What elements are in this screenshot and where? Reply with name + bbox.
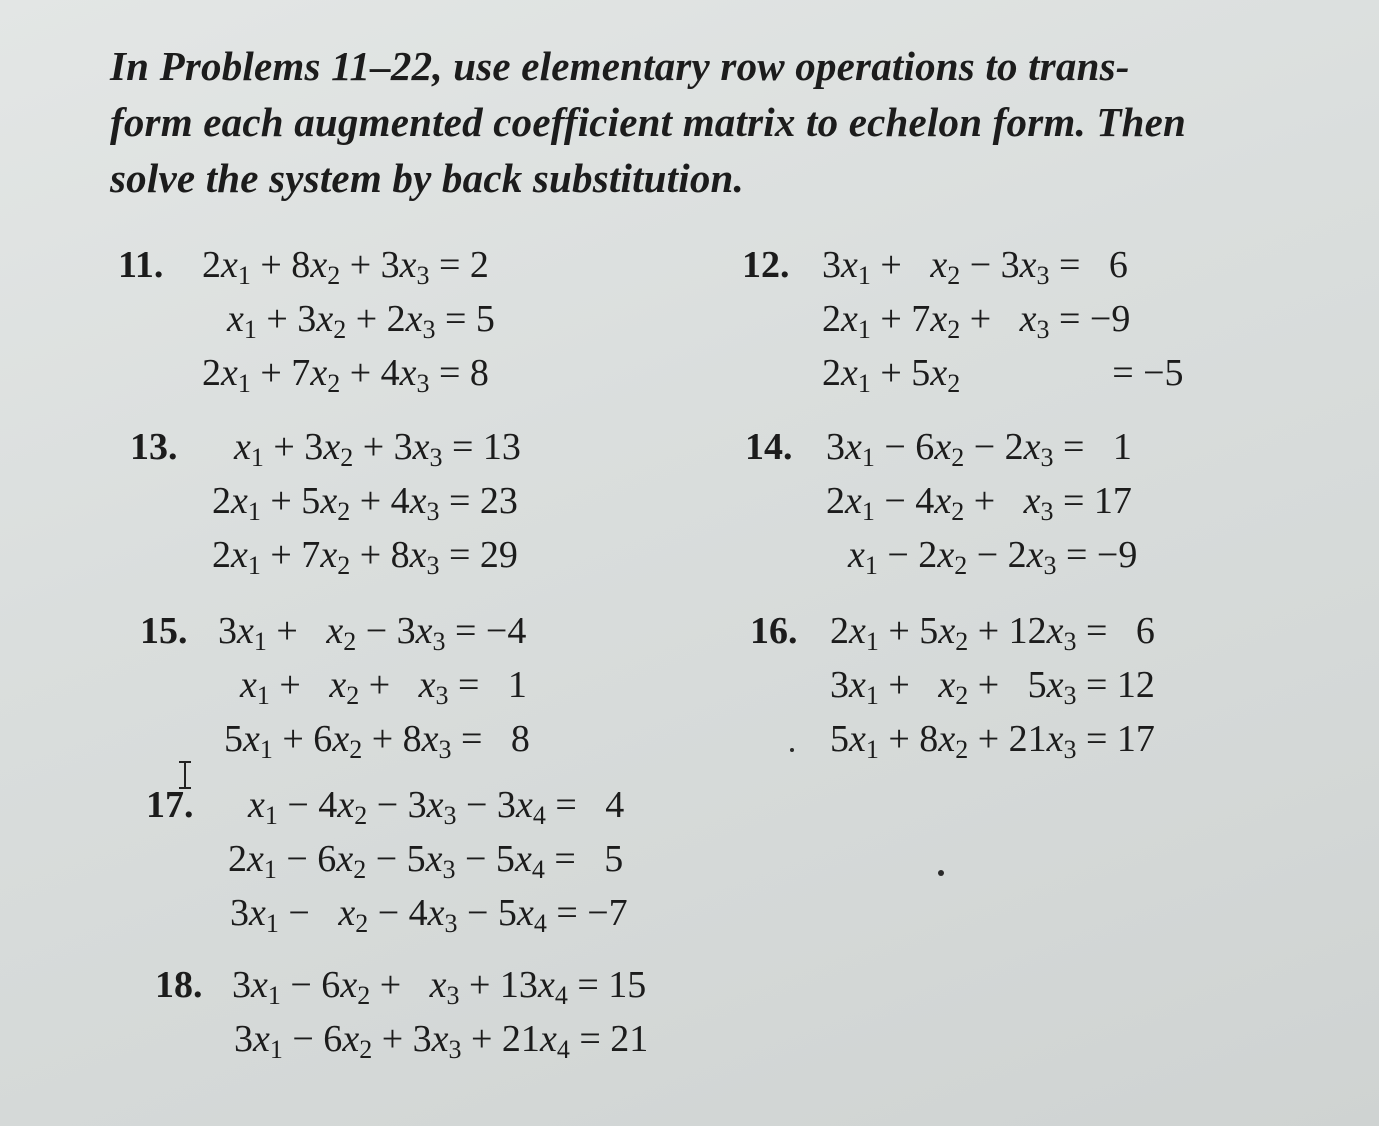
equation-line: $3x_1 + x_2 - 3x_3 = 6$ [822,244,1128,290]
equation-line: $2x_1 - 6x_2 - 5x_3 - 5x_4 = 5$ [228,838,624,884]
equation-line: $2x_1 + 7x_2 + 4x_3 = 8$ [202,352,489,398]
instructions-line-2: form each augmented coefficient matrix to echelon form. Then [110,99,1187,145]
problem-number: 15. [140,610,188,652]
paper-speck [938,870,944,876]
instructions-paragraph [110,38,1290,206]
instructions-line-3: solve the system by back substitution. [110,155,744,201]
text-cursor-icon [176,760,194,790]
equation-line: $5x_1 + 6x_2 + 8x_3 = 8$ [224,718,530,764]
equation-line: $3x_1 - x_2 - 4x_3 - 5x_4 = -7$ [230,892,628,938]
equation-line: $3x_1 - 6x_2 + x_3 + 13x_4 = 15$ [232,964,647,1010]
equation-line: $x_1 + x_2 + x_3 = 1$ [240,664,527,710]
equation-line: $x_1 - 4x_2 - 3x_3 - 3x_4 = 4$ [248,784,625,830]
instructions-line-1: In Problems 11–22, use elementary row operations to trans- [110,43,1130,89]
equation-line: $2x_1 + 8x_2 + 3x_3 = 2$ [202,244,489,290]
problem-number: 14. [745,426,793,468]
problem-number: 18. [155,964,203,1006]
equation-line: $x_1 - 2x_2 - 2x_3 = -9$ [848,534,1138,580]
equation-line: $2x_1 - 4x_2 + x_3 = 17$ [826,480,1132,526]
equation-line: $2x_1 + 5x_2$ = −5 [822,352,1184,398]
paper-speck [790,748,794,752]
problem-number: 11. [118,244,164,286]
equation-line: $3x_1 + x_2 + 5x_3 = 12$ [830,664,1155,710]
problem-number: 17. [146,784,194,826]
equation-line: $2x_1 + 5x_2 + 12x_3 = 6$ [830,610,1155,656]
equation-line: $2x_1 + 7x_2 + x_3 = -9$ [822,298,1131,344]
equation-line: $3x_1 - 6x_2 + 3x_3 + 21x_4 = 21$ [234,1018,649,1064]
equation-line: $x_1 + 3x_2 + 3x_3 = 13$ [234,426,521,472]
equation-line: $5x_1 + 8x_2 + 21x_3 = 17$ [830,718,1155,764]
equation-line: $x_1 + 3x_2 + 2x_3 = 5$ [227,298,495,344]
equation-line: $2x_1 + 7x_2 + 8x_3 = 29$ [212,534,518,580]
problem-number: 12. [742,244,790,286]
problem-number: 13. [130,426,178,468]
equation-line: $3x_1 - 6x_2 - 2x_3 = 1$ [826,426,1132,472]
equation-line: $3x_1 + x_2 - 3x_3 = -4$ [218,610,527,656]
problem-number: 16. [750,610,798,652]
equation-line: $2x_1 + 5x_2 + 4x_3 = 23$ [212,480,518,526]
